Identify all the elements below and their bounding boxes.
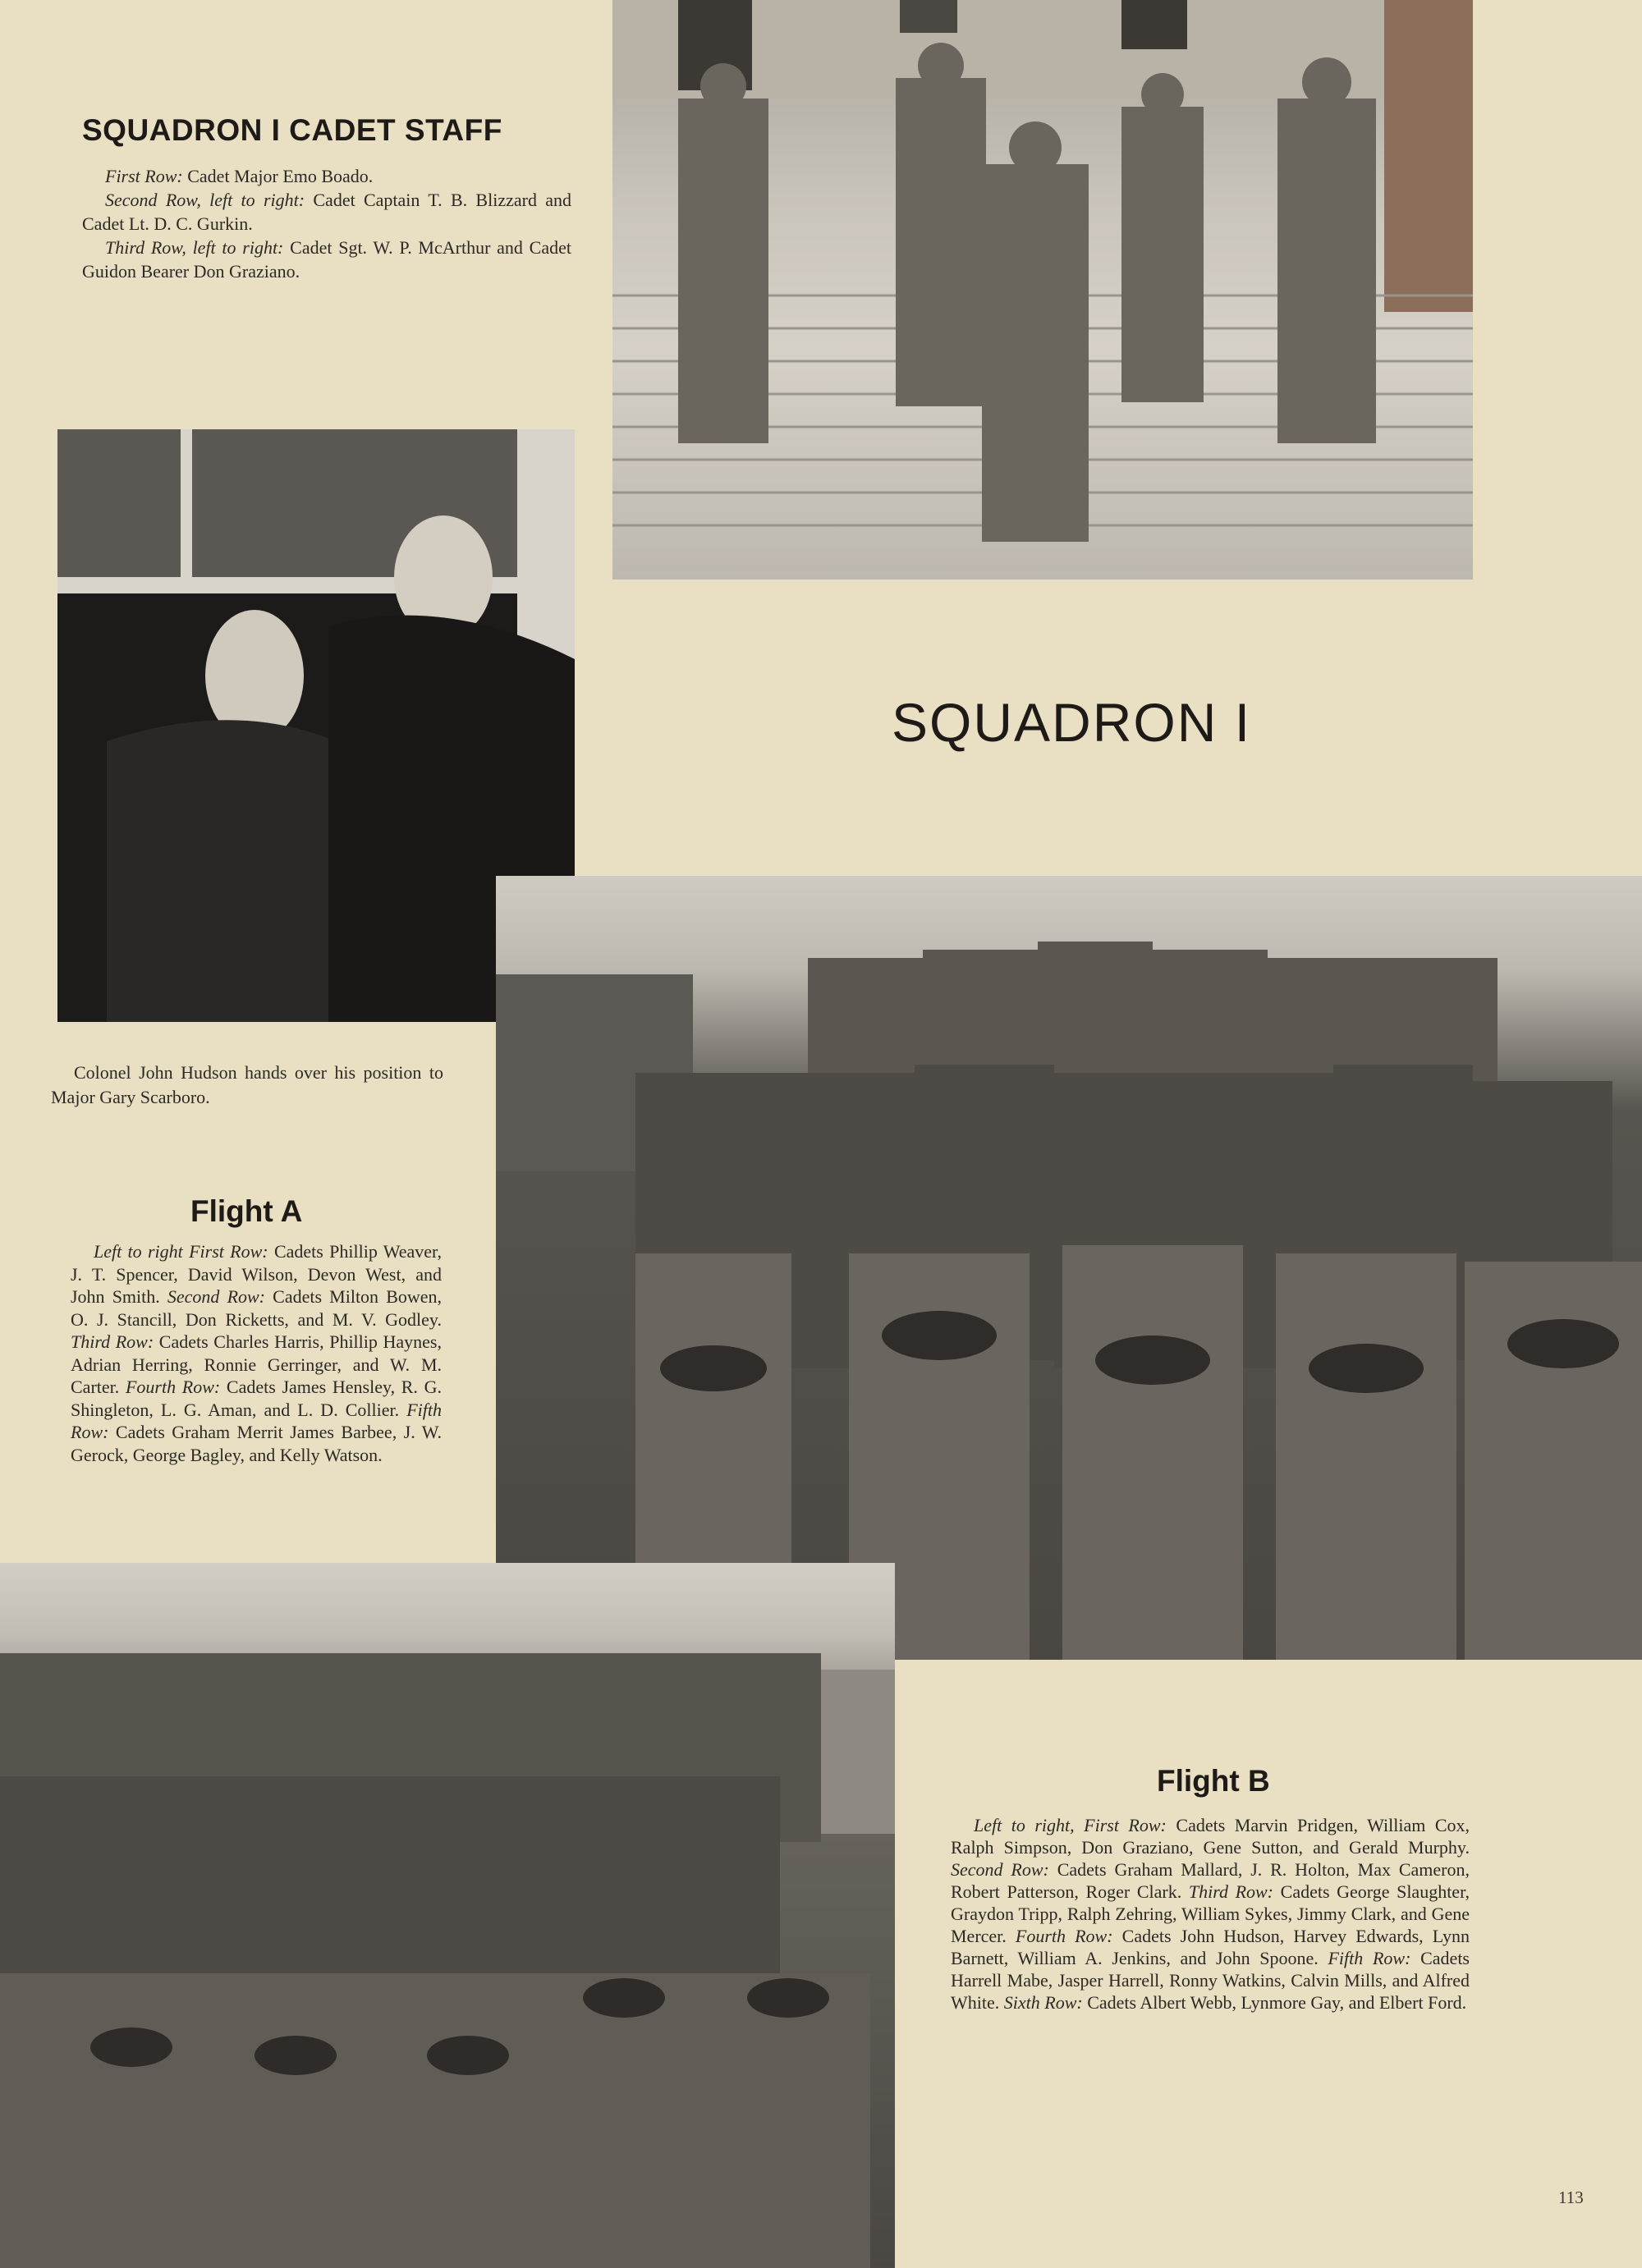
staff-row2-label: Second Row, left to right: bbox=[105, 190, 305, 210]
flight-a-caption bbox=[71, 1240, 442, 1466]
flight-b-title: Flight B bbox=[1157, 1764, 1270, 1798]
flight-a-row3: Cadets Charles Harris, Phillip Haynes, Adrian Herring, Ronnie Gerringer, and W. M. Carter. bbox=[71, 1331, 442, 1397]
staff-row1-text: Cadet Major Emo Boado. bbox=[187, 166, 374, 186]
flight-b-row2: Cadets Graham Mallard, J. R. Holton, Max Cameron, Robert Patterson, Roger Clark. bbox=[951, 1859, 1470, 1902]
staff-photo bbox=[612, 0, 1473, 580]
flight-a-row1: Cadets Phillip Weaver, J. T. Spencer, David Wilson, Devon West, and John Smith. bbox=[71, 1241, 442, 1307]
flight-a-title: Flight A bbox=[190, 1194, 303, 1228]
page-number: 113 bbox=[1558, 2188, 1584, 2207]
flight-b-row2-label: Second Row: bbox=[951, 1859, 1049, 1880]
flight-b-row6: Cadets Albert Webb, Lynmore Gay, and Elbert Ford. bbox=[1087, 1992, 1467, 2013]
flight-b-row6-label: Sixth Row: bbox=[1003, 1992, 1083, 2013]
staff-row3-label: Third Row, left to right: bbox=[105, 237, 284, 258]
flight-a-row5: Cadets Graham Merrit James Barbee, J. W. Gerock, George Bagley, and Kelly Watson. bbox=[71, 1422, 443, 1465]
flight-b-row3-label: Third Row: bbox=[1188, 1881, 1274, 1902]
flight-b-caption bbox=[951, 1814, 1470, 2014]
flight-b-row1: Cadets Marvin Pridgen, William Cox, Ralph Simpson, Don Graziano, Gene Sutton, and Gerald Murphy. bbox=[951, 1815, 1470, 1858]
flight-b-photo bbox=[0, 1563, 895, 2268]
staff-title: SQUADRON I CADET STAFF bbox=[82, 113, 502, 147]
flight-a-photo bbox=[496, 876, 1642, 1660]
staff-caption bbox=[82, 164, 571, 283]
main-title: SQUADRON I bbox=[892, 692, 1252, 753]
flight-a-row3-label: Third Row: bbox=[71, 1331, 154, 1352]
flight-b-photo-illustration bbox=[0, 1563, 895, 2268]
staff-row3-text: Cadet Sgt. W. P. McArthur and Cadet Guidon Bearer Don Graziano. bbox=[82, 237, 571, 282]
flight-a-photo-illustration bbox=[496, 876, 1642, 1660]
flight-b-lead-label: Left to right, First Row: bbox=[974, 1815, 1167, 1835]
flight-a-lead-label: Left to right First Row: bbox=[94, 1241, 268, 1262]
hudson-caption: Colonel John Hudson hands over his position to Major Gary Scarboro. bbox=[51, 1062, 443, 1107]
staff-row2-text: Cadet Captain T. B. Blizzard and Cadet Lt. D. C. Gurkin. bbox=[82, 190, 572, 234]
flight-a-row2-label: Second Row: bbox=[167, 1286, 266, 1307]
flight-b-row4: Cadets John Hudson, Harvey Edwards, Lynn Barnett, William A. Jenkins, and John Spoone. bbox=[951, 1926, 1470, 1968]
flight-a-row5-label: Fifth Row: bbox=[71, 1399, 443, 1442]
flight-b-row5: Cadets Harrell Mabe, Jasper Harrell, Ronny Watkins, Calvin Mills, and Alfred White. bbox=[951, 1948, 1470, 2013]
flight-b-row3: Cadets George Slaughter, Graydon Tripp, Ralph Zehring, William Sykes, Jimmy Clark, and Gene Mercer. bbox=[951, 1881, 1470, 1946]
staff-row1-label: First Row: bbox=[105, 166, 183, 186]
staff-photo-illustration bbox=[612, 0, 1473, 580]
flight-b-row5-label: Fifth Row: bbox=[1328, 1948, 1411, 1968]
flight-b-row4-label: Fourth Row: bbox=[1015, 1926, 1113, 1946]
flight-a-row4-label: Fourth Row: bbox=[125, 1377, 221, 1397]
flight-a-row2: Cadets Milton Bowen, O. J. Stancill, Don Ricketts, and M. V. Godley. bbox=[71, 1286, 443, 1330]
flight-a-row4: Cadets James Hensley, R. G. Shingleton, L. G. Aman, and L. D. Collier. bbox=[71, 1377, 442, 1420]
